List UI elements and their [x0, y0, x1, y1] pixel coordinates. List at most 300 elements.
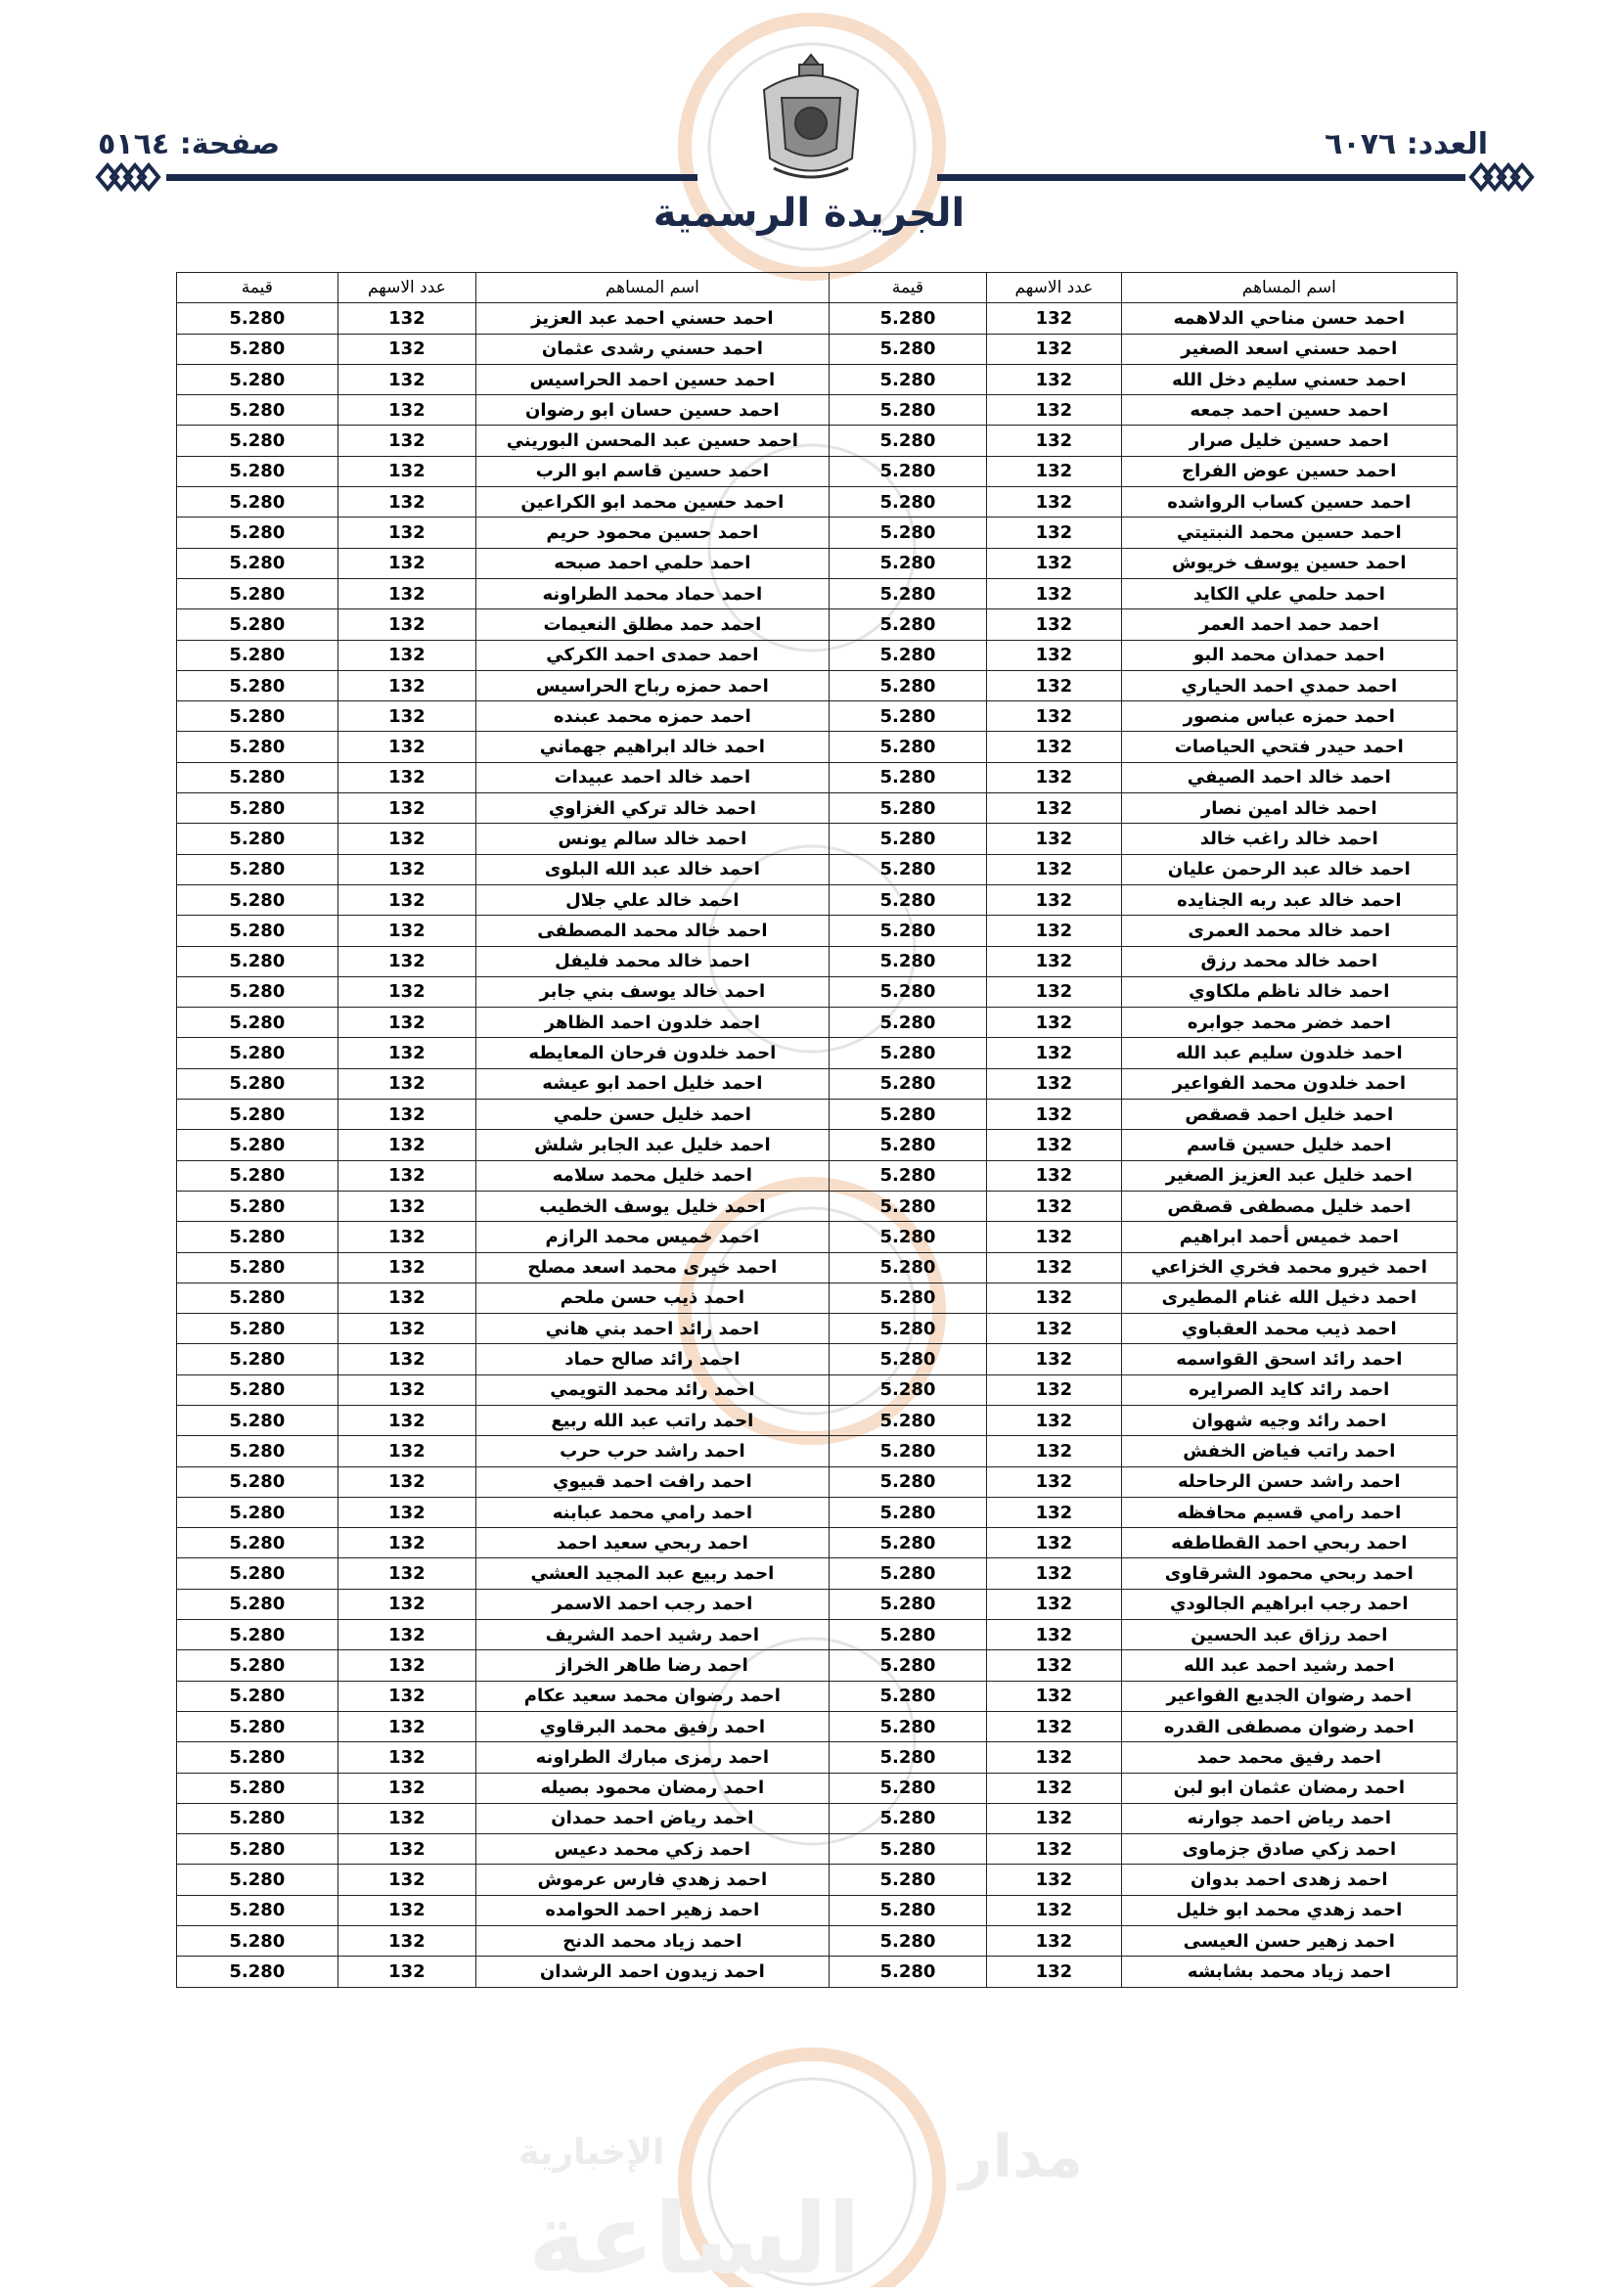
shareholder-name: احمد خليل احمد ابو عيشه: [476, 1068, 830, 1099]
shares-count: 132: [987, 1681, 1121, 1711]
shareholder-name: احمد حسين خليل صرار: [1121, 426, 1457, 456]
share-value: 5.280: [829, 701, 987, 732]
shares-count: 132: [337, 1283, 475, 1313]
table-row: [177, 303, 1458, 334]
table-row: [177, 1926, 1458, 1957]
share-value: 5.280: [829, 1528, 987, 1558]
share-value: 5.280: [829, 1100, 987, 1130]
shares-count: 132: [987, 1926, 1121, 1957]
column-header: قيمة: [177, 273, 338, 303]
table-row: [177, 916, 1458, 946]
shares-count: 132: [987, 884, 1121, 915]
table-row: [177, 1803, 1458, 1833]
shares-count: 132: [337, 1191, 475, 1221]
shareholder-name: احمد خالد محمد المصطفى: [476, 916, 830, 946]
shares-count: 132: [337, 1038, 475, 1068]
shareholder-name: احمد حمدى احمد الكركي: [476, 640, 830, 670]
share-value: 5.280: [829, 916, 987, 946]
shares-count: 132: [337, 518, 475, 548]
share-value: 5.280: [177, 1895, 338, 1925]
shareholder-name: احمد حمزه رباح الحراسيس: [476, 670, 830, 700]
share-value: 5.280: [829, 303, 987, 334]
page-title: الجريدة الرسمية: [652, 191, 966, 236]
shareholder-name: احمد خليل محمد سلامه: [476, 1160, 830, 1191]
share-value: 5.280: [177, 1068, 338, 1099]
shareholder-name: احمد راتب عبد الله ربيع: [476, 1405, 830, 1435]
share-value: 5.280: [177, 1589, 338, 1619]
share-value: 5.280: [829, 762, 987, 792]
shares-count: 132: [987, 518, 1121, 548]
column-header: اسم المساهم: [1121, 273, 1457, 303]
table-row: [177, 1222, 1458, 1252]
shares-count: 132: [987, 456, 1121, 486]
share-value: 5.280: [177, 976, 338, 1007]
shares-count: 132: [337, 426, 475, 456]
shares-count: 132: [337, 1650, 475, 1681]
share-value: 5.280: [177, 1834, 338, 1865]
table-row: [177, 1160, 1458, 1191]
table-row: [177, 762, 1458, 792]
share-value: 5.280: [177, 1008, 338, 1038]
shares-count: 132: [987, 426, 1121, 456]
shares-count: 132: [337, 395, 475, 426]
shareholder-name: احمد رضا طاهر الخراز: [476, 1650, 830, 1681]
share-value: 5.280: [177, 1436, 338, 1466]
shares-count: 132: [337, 1068, 475, 1099]
jordan-coat-of-arms-icon: [754, 51, 868, 188]
table-row: [177, 1068, 1458, 1099]
shareholder-name: احمد خليل عبد الجابر شلش: [476, 1130, 830, 1160]
shares-count: 132: [337, 1160, 475, 1191]
share-value: 5.280: [829, 1344, 987, 1374]
share-value: 5.280: [177, 1957, 338, 1987]
shareholder-name: احمد رزاق عبد الحسين: [1121, 1620, 1457, 1650]
shareholder-name: احمد راتب فياض الخفش: [1121, 1436, 1457, 1466]
table-row: [177, 364, 1458, 394]
share-value: 5.280: [177, 1620, 338, 1650]
shareholder-name: احمد رجب احمد الاسمر: [476, 1589, 830, 1619]
header-rule-right: [937, 174, 1465, 181]
share-value: 5.280: [829, 824, 987, 854]
shares-count: 132: [337, 1008, 475, 1038]
shareholder-name: احمد حسين حسان ابو رضوان: [476, 395, 830, 426]
shares-count: 132: [987, 1589, 1121, 1619]
table-row: [177, 1436, 1458, 1466]
shareholder-name: احمد خالد ابراهيم جهماني: [476, 732, 830, 762]
table-row: [177, 1038, 1458, 1068]
shareholder-name: احمد حسين قاسم ابو الرب: [476, 456, 830, 486]
table-row: [177, 487, 1458, 518]
share-value: 5.280: [177, 1681, 338, 1711]
shares-count: 132: [337, 1314, 475, 1344]
table-row: [177, 395, 1458, 426]
issue-number: العدد: ٦٠٧٦: [1325, 127, 1488, 161]
shareholder-name: احمد خالد عبد الرحمن عليان: [1121, 854, 1457, 884]
shares-count: 132: [337, 1100, 475, 1130]
share-value: 5.280: [829, 1895, 987, 1925]
share-value: 5.280: [829, 1681, 987, 1711]
share-value: 5.280: [177, 487, 338, 518]
share-value: 5.280: [829, 1803, 987, 1833]
share-value: 5.280: [829, 946, 987, 976]
shares-count: 132: [987, 1650, 1121, 1681]
shares-count: 132: [987, 1191, 1121, 1221]
shareholder-name: احمد رفيق محمد البرقاوي: [476, 1711, 830, 1741]
shares-count: 132: [987, 1711, 1121, 1741]
shares-count: 132: [987, 1314, 1121, 1344]
shareholder-name: احمد زياد محمد الدنح: [476, 1926, 830, 1957]
shares-count: 132: [987, 824, 1121, 854]
shareholder-name: احمد خلدون سليم عبد الله: [1121, 1038, 1457, 1068]
shares-count: 132: [987, 1773, 1121, 1803]
shares-count: 132: [337, 670, 475, 700]
shareholder-name: احمد راشد حرب حرب: [476, 1436, 830, 1466]
shareholder-name: احمد رمضان عثمان ابو لبن: [1121, 1773, 1457, 1803]
share-value: 5.280: [829, 609, 987, 640]
share-value: 5.280: [829, 1558, 987, 1589]
share-value: 5.280: [177, 1130, 338, 1160]
share-value: 5.280: [177, 946, 338, 976]
shares-count: 132: [987, 1466, 1121, 1497]
shares-count: 132: [337, 578, 475, 608]
share-value: 5.280: [829, 426, 987, 456]
shareholder-name: احمد خالد يوسف بني جابر: [476, 976, 830, 1007]
shareholder-name: احمد زياد محمد بشابشه: [1121, 1957, 1457, 1987]
share-value: 5.280: [177, 1344, 338, 1374]
share-value: 5.280: [829, 1926, 987, 1957]
share-value: 5.280: [177, 1650, 338, 1681]
shareholder-name: احمد خالد محمد فليفل: [476, 946, 830, 976]
share-value: 5.280: [829, 1436, 987, 1466]
shareholder-name: احمد خليل حسين قاسم: [1121, 1130, 1457, 1160]
shareholder-name: احمد حسين عوض الفراج: [1121, 456, 1457, 486]
shareholder-name: احمد حسين كساب الرواشده: [1121, 487, 1457, 518]
shareholder-name: احمد رضوان محمد سعيد عكام: [476, 1681, 830, 1711]
share-value: 5.280: [829, 1222, 987, 1252]
shareholder-name: احمد خلدون احمد الظاهر: [476, 1008, 830, 1038]
share-value: 5.280: [829, 1068, 987, 1099]
share-value: 5.280: [829, 1130, 987, 1160]
table-row: [177, 1865, 1458, 1895]
shareholder-name: احمد حمد احمد العمر: [1121, 609, 1457, 640]
shares-count: 132: [987, 609, 1121, 640]
share-value: 5.280: [177, 1038, 338, 1068]
shares-count: 132: [337, 1405, 475, 1435]
shareholder-name: احمد ذيب حسن ملحم: [476, 1283, 830, 1313]
share-value: 5.280: [177, 1926, 338, 1957]
table-row: [177, 1497, 1458, 1527]
share-value: 5.280: [829, 732, 987, 762]
page-header: [0, 0, 1618, 245]
share-value: 5.280: [829, 1773, 987, 1803]
shares-count: 132: [337, 1681, 475, 1711]
shareholder-name: احمد رجب ابراهيم الجالودي: [1121, 1589, 1457, 1619]
shares-count: 132: [337, 884, 475, 915]
share-value: 5.280: [177, 762, 338, 792]
shareholder-name: احمد حسني اسعد الصغير: [1121, 334, 1457, 364]
share-value: 5.280: [829, 1957, 987, 1987]
shareholder-name: احمد رياض احمد جوارنه: [1121, 1803, 1457, 1833]
shares-count: 132: [337, 946, 475, 976]
column-header: عدد الاسهم: [337, 273, 475, 303]
shares-count: 132: [337, 487, 475, 518]
share-value: 5.280: [829, 395, 987, 426]
watermark-text: مدار: [959, 2123, 1083, 2191]
shareholder-name: احمد حيدر فتحي الحياصات: [1121, 732, 1457, 762]
share-value: 5.280: [177, 732, 338, 762]
shares-count: 132: [337, 640, 475, 670]
shareholder-name: احمد حسين عبد المحسن البوريني: [476, 426, 830, 456]
share-value: 5.280: [829, 1589, 987, 1619]
shareholder-name: احمد زيدون احمد الرشدان: [476, 1957, 830, 1987]
share-value: 5.280: [829, 456, 987, 486]
share-value: 5.280: [829, 976, 987, 1007]
share-value: 5.280: [177, 1497, 338, 1527]
table-row: [177, 334, 1458, 364]
share-value: 5.280: [829, 640, 987, 670]
shares-count: 132: [987, 303, 1121, 334]
shares-count: 132: [337, 1711, 475, 1741]
shares-count: 132: [987, 793, 1121, 824]
table-row: [177, 1681, 1458, 1711]
shareholder-name: احمد رائد محمد التويمي: [476, 1374, 830, 1405]
shares-count: 132: [987, 1222, 1121, 1252]
table-row: [177, 640, 1458, 670]
shareholder-name: احمد حسين محمود حريم: [476, 518, 830, 548]
shareholder-name: احمد رائد وجيه شهوان: [1121, 1405, 1457, 1435]
table-row: [177, 1895, 1458, 1925]
shareholder-name: احمد ربحي سعيد احمد: [476, 1528, 830, 1558]
share-value: 5.280: [829, 1742, 987, 1773]
shareholder-name: احمد حسين محمد ابو الكراعين: [476, 487, 830, 518]
shares-count: 132: [337, 1222, 475, 1252]
shares-count: 132: [987, 976, 1121, 1007]
shares-count: 132: [337, 1466, 475, 1497]
shareholder-name: احمد خليل احمد قصقص: [1121, 1100, 1457, 1130]
shares-count: 132: [337, 364, 475, 394]
shareholder-name: احمد خالد علي جلال: [476, 884, 830, 915]
shareholder-name: احمد خلدون فرحان المعايطه: [476, 1038, 830, 1068]
table-row: [177, 1344, 1458, 1374]
shareholder-name: احمد حسين محمد النبتيتي: [1121, 518, 1457, 548]
share-value: 5.280: [177, 578, 338, 608]
shares-count: 132: [987, 1405, 1121, 1435]
share-value: 5.280: [177, 456, 338, 486]
share-value: 5.280: [177, 426, 338, 456]
shareholder-name: احمد رشيد احمد عبد الله: [1121, 1650, 1457, 1681]
share-value: 5.280: [829, 1314, 987, 1344]
shareholder-name: احمد زكي صادق جزماوى: [1121, 1834, 1457, 1865]
shareholder-name: احمد خليل يوسف الخطيب: [476, 1191, 830, 1221]
table-row: [177, 1405, 1458, 1435]
shareholder-name: احمد ذيب محمد العقباوي: [1121, 1314, 1457, 1344]
shareholder-name: احمد ربحي محمود الشرقاوى: [1121, 1558, 1457, 1589]
table-row: [177, 1191, 1458, 1221]
shares-count: 132: [337, 1558, 475, 1589]
shares-count: 132: [987, 548, 1121, 578]
shares-count: 132: [987, 1068, 1121, 1099]
shareholder-name: احمد خليل مصطفى قصقص: [1121, 1191, 1457, 1221]
shareholder-name: احمد حمد مطلق النعيمات: [476, 609, 830, 640]
share-value: 5.280: [177, 640, 338, 670]
table-row: [177, 1589, 1458, 1619]
table-row: [177, 824, 1458, 854]
share-value: 5.280: [829, 1650, 987, 1681]
shares-count: 132: [337, 1589, 475, 1619]
shares-count: 132: [337, 916, 475, 946]
share-value: 5.280: [177, 1374, 338, 1405]
shares-count: 132: [337, 1497, 475, 1527]
table-row: [177, 1650, 1458, 1681]
shares-count: 132: [987, 1130, 1121, 1160]
table-row: [177, 578, 1458, 608]
table-row: [177, 548, 1458, 578]
shareholder-name: احمد رائد اسحق القواسمه: [1121, 1344, 1457, 1374]
shares-count: 132: [987, 854, 1121, 884]
shares-count: 132: [987, 701, 1121, 732]
knot-ornament-icon: [1467, 160, 1538, 194]
table-row: [177, 1008, 1458, 1038]
share-value: 5.280: [829, 1191, 987, 1221]
column-header: عدد الاسهم: [987, 273, 1121, 303]
shares-count: 132: [337, 854, 475, 884]
shares-count: 132: [987, 732, 1121, 762]
table-row: [177, 976, 1458, 1007]
shareholders-table: [176, 272, 1458, 1988]
shares-count: 132: [337, 762, 475, 792]
shareholder-name: احمد حسين احمد الحراسيس: [476, 364, 830, 394]
table-row: [177, 701, 1458, 732]
shares-count: 132: [337, 1742, 475, 1773]
shareholder-name: احمد حمزه عباس منصور: [1121, 701, 1457, 732]
share-value: 5.280: [829, 1405, 987, 1435]
share-value: 5.280: [829, 670, 987, 700]
share-value: 5.280: [829, 334, 987, 364]
shareholder-name: احمد رامي قسيم محافظه: [1121, 1497, 1457, 1527]
share-value: 5.280: [177, 1100, 338, 1130]
shareholder-name: احمد حسني احمد عبد العزيز: [476, 303, 830, 334]
shareholder-name: احمد حسني سليم دخل الله: [1121, 364, 1457, 394]
table-header-row: [177, 273, 1458, 303]
shares-count: 132: [987, 578, 1121, 608]
shareholder-name: احمد رمضان محمود بصيله: [476, 1773, 830, 1803]
shareholder-name: احمد خليل عبد العزيز الصغير: [1121, 1160, 1457, 1191]
watermark-text: الإخبارية: [518, 2133, 665, 2173]
header-rule-left: [166, 174, 697, 181]
shares-count: 132: [337, 1436, 475, 1466]
shares-count: 132: [987, 1008, 1121, 1038]
shareholder-name: احمد ربحي احمد القطاطفه: [1121, 1528, 1457, 1558]
share-value: 5.280: [177, 1191, 338, 1221]
page-number: صفحة: ٥١٦٤: [98, 127, 281, 161]
shares-count: 132: [987, 364, 1121, 394]
shareholder-name: احمد زهدى احمد بدوان: [1121, 1865, 1457, 1895]
shareholder-name: احمد حلمي احمد صبحه: [476, 548, 830, 578]
share-value: 5.280: [177, 1160, 338, 1191]
share-value: 5.280: [829, 1466, 987, 1497]
table-row: [177, 884, 1458, 915]
table-row: [177, 1130, 1458, 1160]
shareholder-name: احمد خالد احمد عبيدات: [476, 762, 830, 792]
table-row: [177, 1528, 1458, 1558]
shareholder-name: احمد خالد تركي الغزاوي: [476, 793, 830, 824]
share-value: 5.280: [829, 1620, 987, 1650]
table-row: [177, 1620, 1458, 1650]
shareholder-name: احمد ربيع عبد المجيد العشي: [476, 1558, 830, 1589]
shares-count: 132: [337, 1773, 475, 1803]
share-value: 5.280: [177, 1283, 338, 1313]
table-row: [177, 946, 1458, 976]
shares-count: 132: [987, 1865, 1121, 1895]
share-value: 5.280: [177, 1773, 338, 1803]
shares-count: 132: [337, 1865, 475, 1895]
table-row: [177, 1711, 1458, 1741]
share-value: 5.280: [177, 1803, 338, 1833]
shares-count: 132: [987, 487, 1121, 518]
share-value: 5.280: [829, 1038, 987, 1068]
shareholder-name: احمد حسني رشدى عثمان: [476, 334, 830, 364]
shareholder-name: احمد رشيد احمد الشريف: [476, 1620, 830, 1650]
share-value: 5.280: [177, 793, 338, 824]
share-value: 5.280: [177, 916, 338, 946]
shareholder-name: احمد زهدي محمد ابو خليل: [1121, 1895, 1457, 1925]
shares-count: 132: [987, 1620, 1121, 1650]
shareholder-name: احمد رياض احمد حمدان: [476, 1803, 830, 1833]
shareholder-name: احمد زهير حسن العيسى: [1121, 1926, 1457, 1957]
share-value: 5.280: [177, 1558, 338, 1589]
shares-count: 132: [337, 609, 475, 640]
shareholder-name: احمد خميس أحمد ابراهيم: [1121, 1222, 1457, 1252]
shares-count: 132: [337, 976, 475, 1007]
share-value: 5.280: [177, 609, 338, 640]
shareholder-name: احمد خالد ناظم ملكاوي: [1121, 976, 1457, 1007]
share-value: 5.280: [177, 701, 338, 732]
column-header: قيمة: [829, 273, 987, 303]
shareholder-name: احمد حماد محمد الطراونه: [476, 578, 830, 608]
shares-count: 132: [987, 1436, 1121, 1466]
shares-count: 132: [987, 1100, 1121, 1130]
table-row: [177, 1374, 1458, 1405]
table-body: [177, 303, 1458, 1987]
shares-count: 132: [337, 303, 475, 334]
shares-count: 132: [337, 334, 475, 364]
share-value: 5.280: [829, 793, 987, 824]
share-value: 5.280: [177, 364, 338, 394]
shares-count: 132: [337, 1957, 475, 1987]
watermark-text: الساعة: [528, 2182, 862, 2296]
knot-ornament-icon: [94, 160, 164, 194]
shareholder-name: احمد رفيق محمد حمد: [1121, 1742, 1457, 1773]
table-row: [177, 1558, 1458, 1589]
shares-count: 132: [337, 548, 475, 578]
shareholder-name: احمد خليل حسن حلمي: [476, 1100, 830, 1130]
table-row: [177, 1466, 1458, 1497]
table-row: [177, 670, 1458, 700]
shareholder-name: احمد حمزه محمد عبنده: [476, 701, 830, 732]
share-value: 5.280: [829, 578, 987, 608]
shares-count: 132: [337, 1620, 475, 1650]
shares-count: 132: [337, 1895, 475, 1925]
share-value: 5.280: [177, 548, 338, 578]
table-row: [177, 1252, 1458, 1283]
shareholder-name: احمد خضر محمد جوابره: [1121, 1008, 1457, 1038]
shares-count: 132: [337, 732, 475, 762]
share-value: 5.280: [177, 824, 338, 854]
table-row: [177, 1283, 1458, 1313]
shareholder-name: احمد رافت احمد قبيوي: [476, 1466, 830, 1497]
shareholder-name: احمد رائد صالح حماد: [476, 1344, 830, 1374]
share-value: 5.280: [829, 548, 987, 578]
